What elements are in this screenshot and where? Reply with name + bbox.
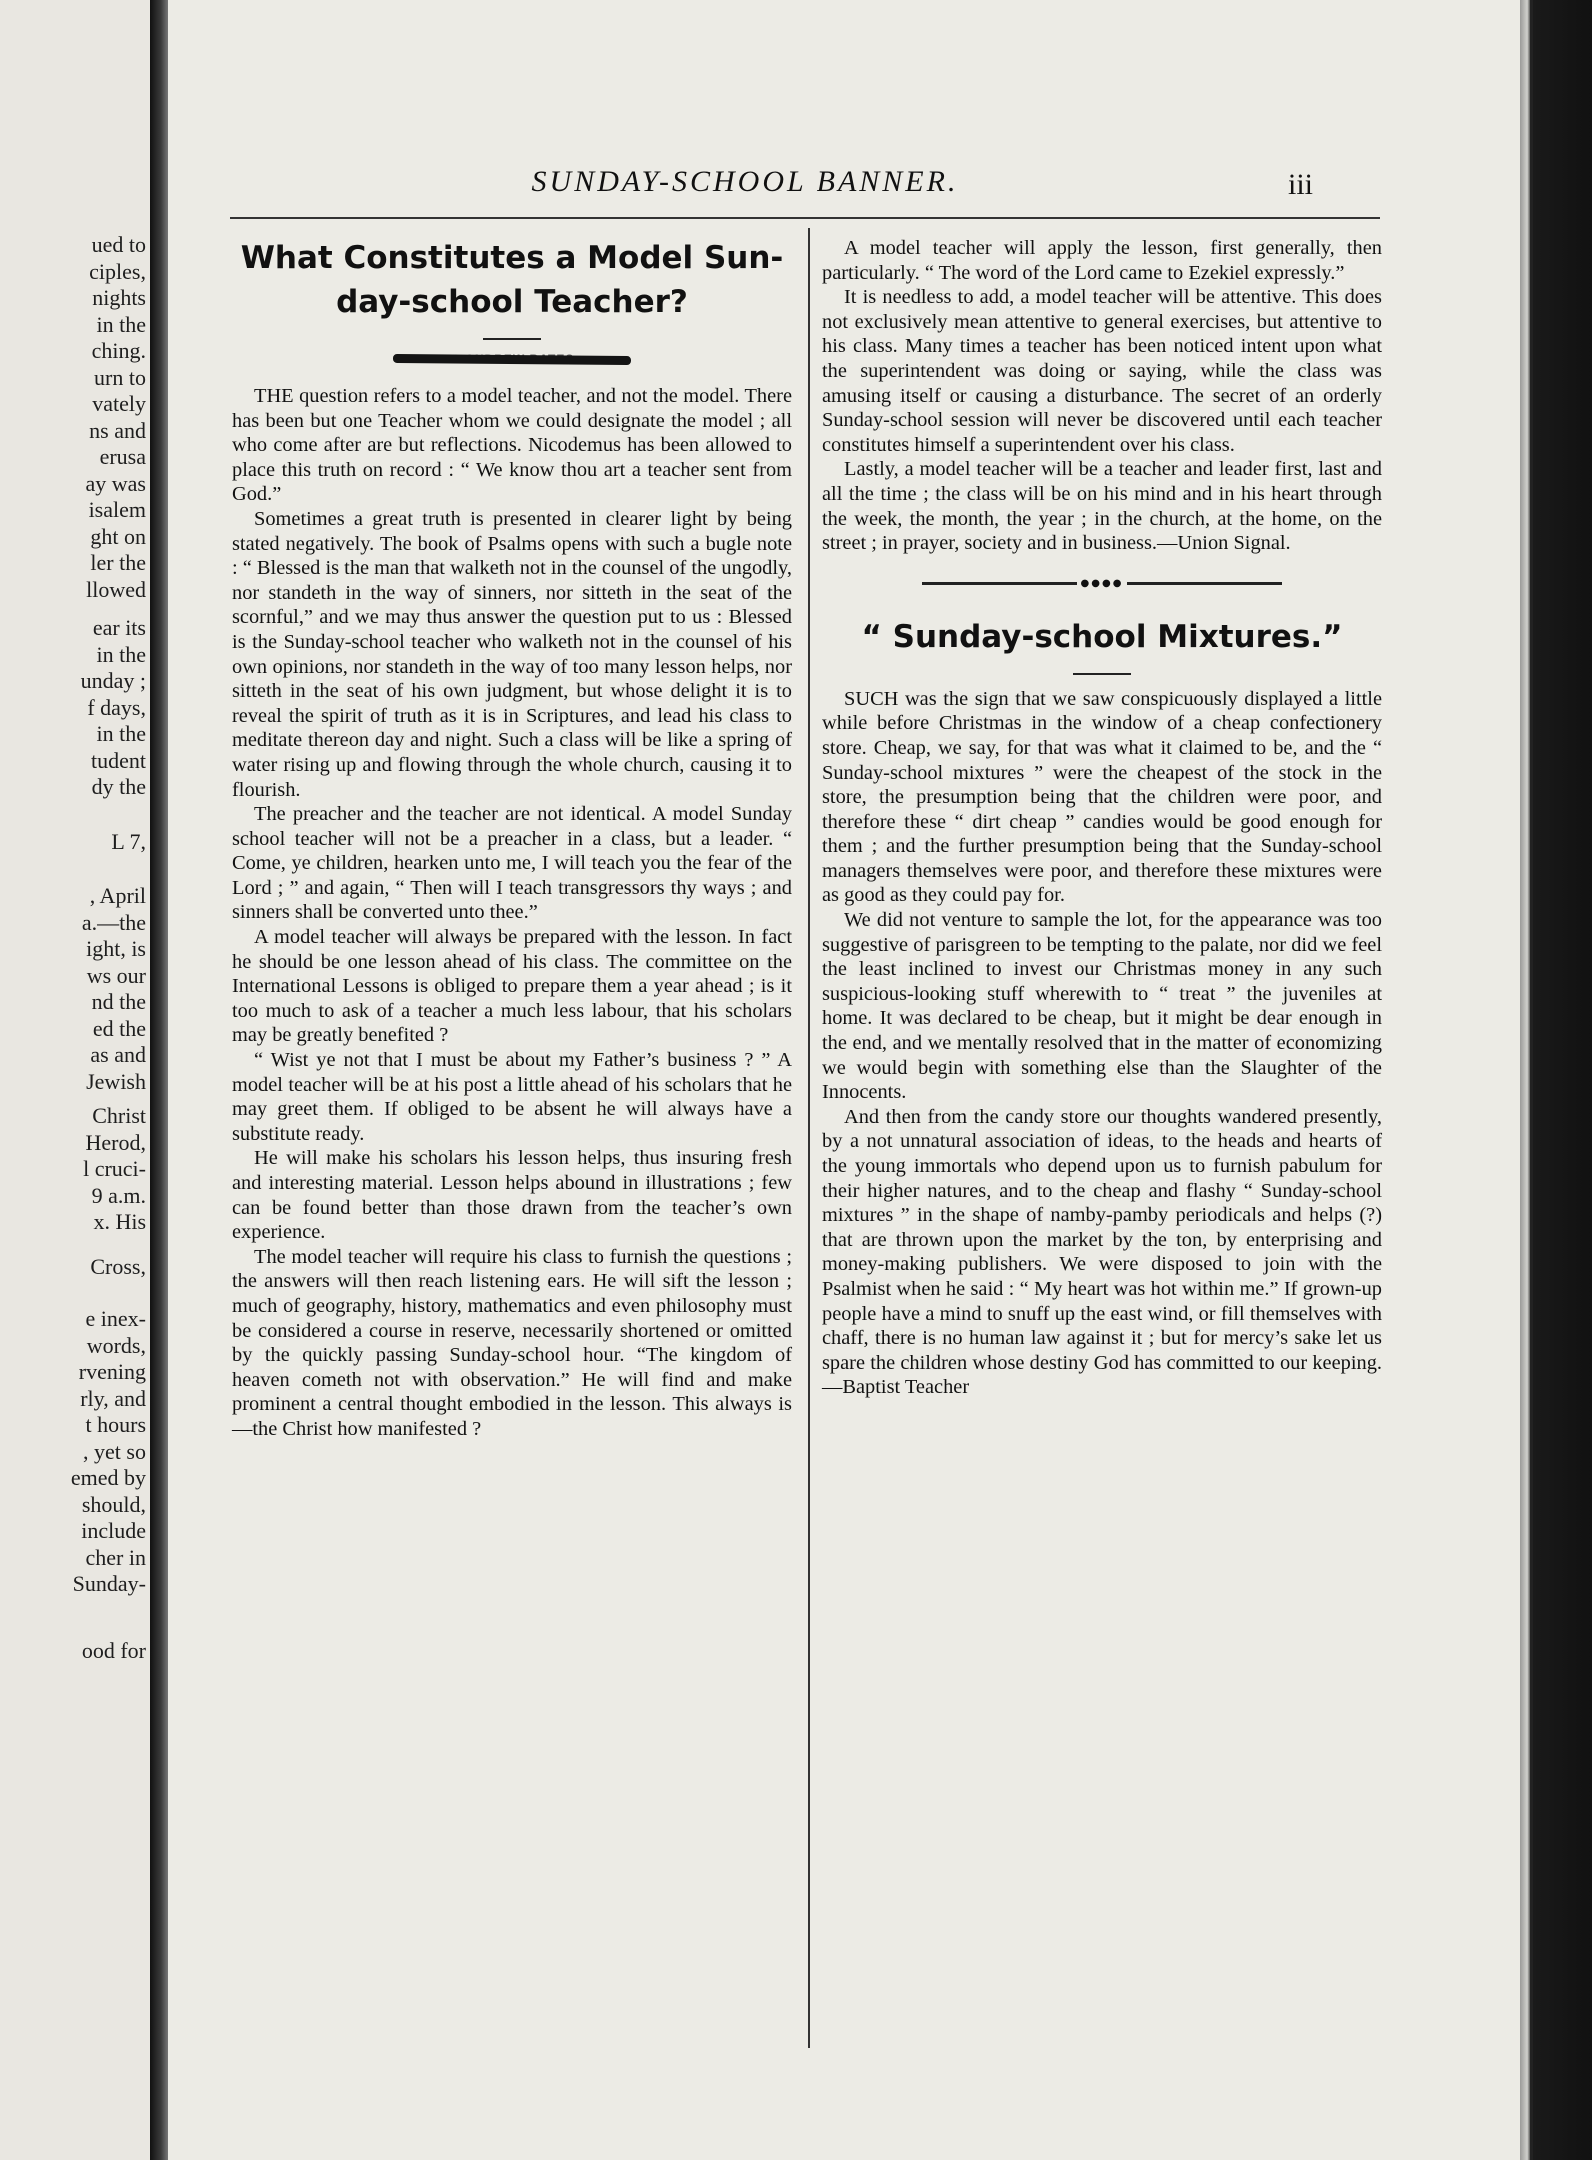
article-title-line-2: day-school Teacher?	[336, 284, 688, 320]
fragment-line: in the	[96, 641, 146, 667]
fragment-line: include	[81, 1518, 146, 1543]
fragment-line: ear its	[92, 615, 146, 640]
fragment-line: rvening	[78, 1359, 146, 1384]
fragment-line: cher in	[85, 1544, 146, 1570]
ornament-bar	[922, 582, 1077, 585]
fragment-line: ching.	[91, 338, 146, 363]
fragment-line: ler the	[90, 550, 146, 575]
ink-strike-mark	[393, 354, 631, 365]
header-rule	[230, 217, 1380, 219]
fragment-line: emed by	[70, 1465, 146, 1490]
fragment-line: Herod,	[85, 1129, 146, 1155]
fragment-line: ciples,	[89, 258, 146, 284]
paragraph: Sometimes a great truth is presented in clearer light by being stated negatively. The book of Psalms opens with such a bugle note : “ Blessed is the man that walketh not in the counsel of the ungodly, nor standeth in the way of sinners, nor sitteth in the seat of the scornful,” and we may thus answer the question put to us : Blessed is the Sunday-school teacher who walketh not in the counsel of his own opinions, nor standeth in the way of too many lesson helps, nor sitteth in the seat of his own judgment, but whose delight it is to reveal the spirit of truth as it is in Scriptures, and lead his class to meditate thereon day and night. Such a class will be like a spring of water rising up and flowing through the whole church, causing it to flourish.	[232, 507, 792, 801]
paragraph: The preacher and the teacher are not identical. A model Sunday school teacher will not be a preacher in a class, but a leader. “ Come, ye children, hearken unto me, I will teach you the fear of the Lord ; ” and again, “ Then will I teach transgressors thy ways ; and sinners shall be converted unto thee.”	[232, 803, 792, 924]
fragment-line: f days,	[87, 694, 146, 720]
adjacent-page-fragment	[0, 0, 150, 2160]
paragraph: And then from the candy store our thoughts wandered presently, by a not unnatural association of ideas, to the heads and hearts of the young immortals who depend upon us to furnish pabulum for their higher natures, and to the cheap and flashy “ Sunday-school mixtures ” in the shape of namby-pamby periodicals and helps (?) that are thrown upon the market by the ton, by enterprising and money-making publishers. We were disposed to join with the Psalmist when he said : “ My heart was hot within me.” If grown-up people have a mind to snuff up the east wind, or fill themselves with chaff, there is no human law against it ; but for mercy’s sake let us spare the children whose destiny God has committed to our keeping.—Baptist Teacher	[822, 1105, 1382, 1399]
fragment-line: ood for	[81, 1637, 146, 1663]
fragment-line: erusa	[99, 444, 146, 469]
running-title: SUNDAY-SCHOOL BANNER.	[531, 165, 959, 198]
byline	[397, 352, 627, 366]
fragment-line: ued to	[91, 232, 146, 257]
fragment-line: ws our	[86, 962, 146, 988]
title-rule	[1073, 673, 1131, 675]
title-rule	[483, 338, 541, 340]
paragraph: The model teacher will require his class to furnish the questions ; the answers will then reach listening ears. He will sift the lesson ; much of geography, history, mathematics and even philosophy must be considered a course in reserve, necessarily shortened or omitted by the quickly passing Sunday-school hour. “The kingdom of heaven cometh not with observation.” He will find and make prominent a central thought embodied in the lesson. This always is—the Christ how manifested ?	[232, 1245, 792, 1440]
fragment-line: words,	[86, 1332, 146, 1358]
ornament-bar	[1127, 582, 1282, 585]
fragment-line: , April	[89, 883, 146, 908]
fragment-line: tudent	[91, 747, 146, 773]
fragment-line: unday ;	[80, 668, 146, 693]
book-gutter	[150, 0, 168, 2160]
fragment-line: ght on	[90, 523, 146, 549]
fragment-line: , yet so	[83, 1438, 146, 1464]
paragraph: THE question refers to a model teacher, and not the model. There has been but one Teacher whom we could designate the model ; all who come after are but reflections. Nicodemus has been allowed to place this truth on record : “ We know thou art a teacher sent from God.”	[232, 385, 792, 506]
fragment-line: rly, and	[80, 1385, 146, 1411]
fragment-line: dy the	[91, 774, 146, 799]
fragment-line: urn to	[94, 364, 146, 390]
fragment-line: ed the	[92, 1015, 146, 1041]
fragment-line: ns and	[89, 417, 146, 443]
fragment-line: Jewish	[86, 1068, 146, 1094]
fragment-line: should,	[81, 1491, 146, 1517]
paragraph: We did not venture to sample the lot, for the appearance was too suggestive of parisgreen to be tempting to the palate, nor did we feel the least inclined to invest our Christmas money in any such suspicious-looking stuff wherewith to “ treat ” the juveniles at home. It was declared to be cheap, but it might be dear enough in the end, and we mentally resolved that in the matter of economizing we would begin with something else than the Slaughter of the Innocents.	[822, 909, 1382, 1104]
fragment-line: as and	[90, 1042, 146, 1067]
paragraph: SUCH was the sign that we saw conspicuously displayed a little while before Christmas in the window of a cheap confectionery store. Cheap, we say, for that was what it claimed to be, and the “ Sunday-school mixtures ” were the cheapest of the stock in the store, the presumption being that the children were poor, and therefore these “ dirt cheap ” candies would be good enough for them ; and the further presumption being that the Sunday-school managers themselves were poor, and therefore these mixtures were as good as they could pay for.	[822, 687, 1382, 907]
fragment-line: x. His	[93, 1209, 146, 1234]
fragment-line: e inex-	[85, 1306, 146, 1331]
right-column	[822, 236, 1382, 1400]
article-title-line-1: What Constitutes a Model Sun-	[240, 240, 784, 276]
paragraph: A model teacher will always be prepared with the lesson. In fact he should be one lesson ahead of his class. The committee on the International Lessons is obliged to prepare them a year ahead ; is it too much to ask of a teacher a much less labour, that his scholars may be greatly benefited ?	[232, 926, 792, 1047]
paragraph: He will make his scholars his lesson helps, thus insuring fresh and interesting material. Lesson helps abound in illustrations ; few can be found better than those drawn from the teacher’s own experience.	[232, 1147, 792, 1244]
section-ornament	[822, 578, 1382, 589]
fragment-line: t hours	[85, 1412, 146, 1437]
fragment-line: isalem	[88, 497, 146, 522]
fragment-line: Sunday-	[72, 1571, 146, 1596]
left-column	[232, 236, 792, 1442]
fragment-line: ight, is	[86, 936, 146, 961]
fragment-line: 9 a.m.	[91, 1182, 146, 1208]
fragment-line: ay was	[85, 470, 146, 496]
fragment-line: Christ	[92, 1103, 146, 1128]
fragment-line: nights	[92, 285, 146, 310]
fragment-line: in the	[96, 721, 146, 746]
fragment-line: vately	[92, 391, 146, 416]
fragment-line: llowed	[86, 576, 146, 602]
column-rule	[808, 228, 810, 2048]
paragraph: Lastly, a model teacher will be a teacher and leader first, last and all the time ; the class will be on his mind and in his heart through the week, the month, the year ; in the church, at the home, on the street ; in prayer, society and in business.—Union Signal.	[822, 458, 1382, 555]
paragraph: It is needless to add, a model teacher will be attentive. This does not exclusively mean attentive to general exercises, but attentive to his class. Many times a teacher has been noticed intent upon what the superintendent was doing or saying, while the class was amusing itself or causing a disturbance. The secret of an orderly Sunday-school session will never be discovered until each teacher constitutes himself a superintendent over his class.	[822, 286, 1382, 456]
fragment-line: nd the	[91, 989, 146, 1014]
fragment-line: a.—the	[81, 909, 146, 935]
fragment-line: L 7,	[111, 828, 146, 854]
page-edge-line	[1530, 0, 1533, 2160]
paragraph: A model teacher will apply the lesson, first generally, then particularly. “ The word of the Lord came to Ezekiel expressly.”	[822, 237, 1382, 284]
ornament-dots: ●●●●	[1080, 577, 1124, 589]
article-title	[232, 236, 792, 324]
fragment-line: in the	[96, 311, 146, 337]
paragraph: “ Wist ye not that I must be about my Father’s business ? ” A model teacher will be at his post a little ahead of his scholars that he may greet them. If obliged to be absent he will always have a substitute ready.	[232, 1049, 792, 1145]
article-title: “ Sunday-school Mixtures.”	[861, 618, 1343, 655]
fragment-line: Cross,	[90, 1253, 146, 1279]
fragment-line: l cruci-	[83, 1156, 146, 1181]
page-number: iii	[1288, 168, 1314, 201]
